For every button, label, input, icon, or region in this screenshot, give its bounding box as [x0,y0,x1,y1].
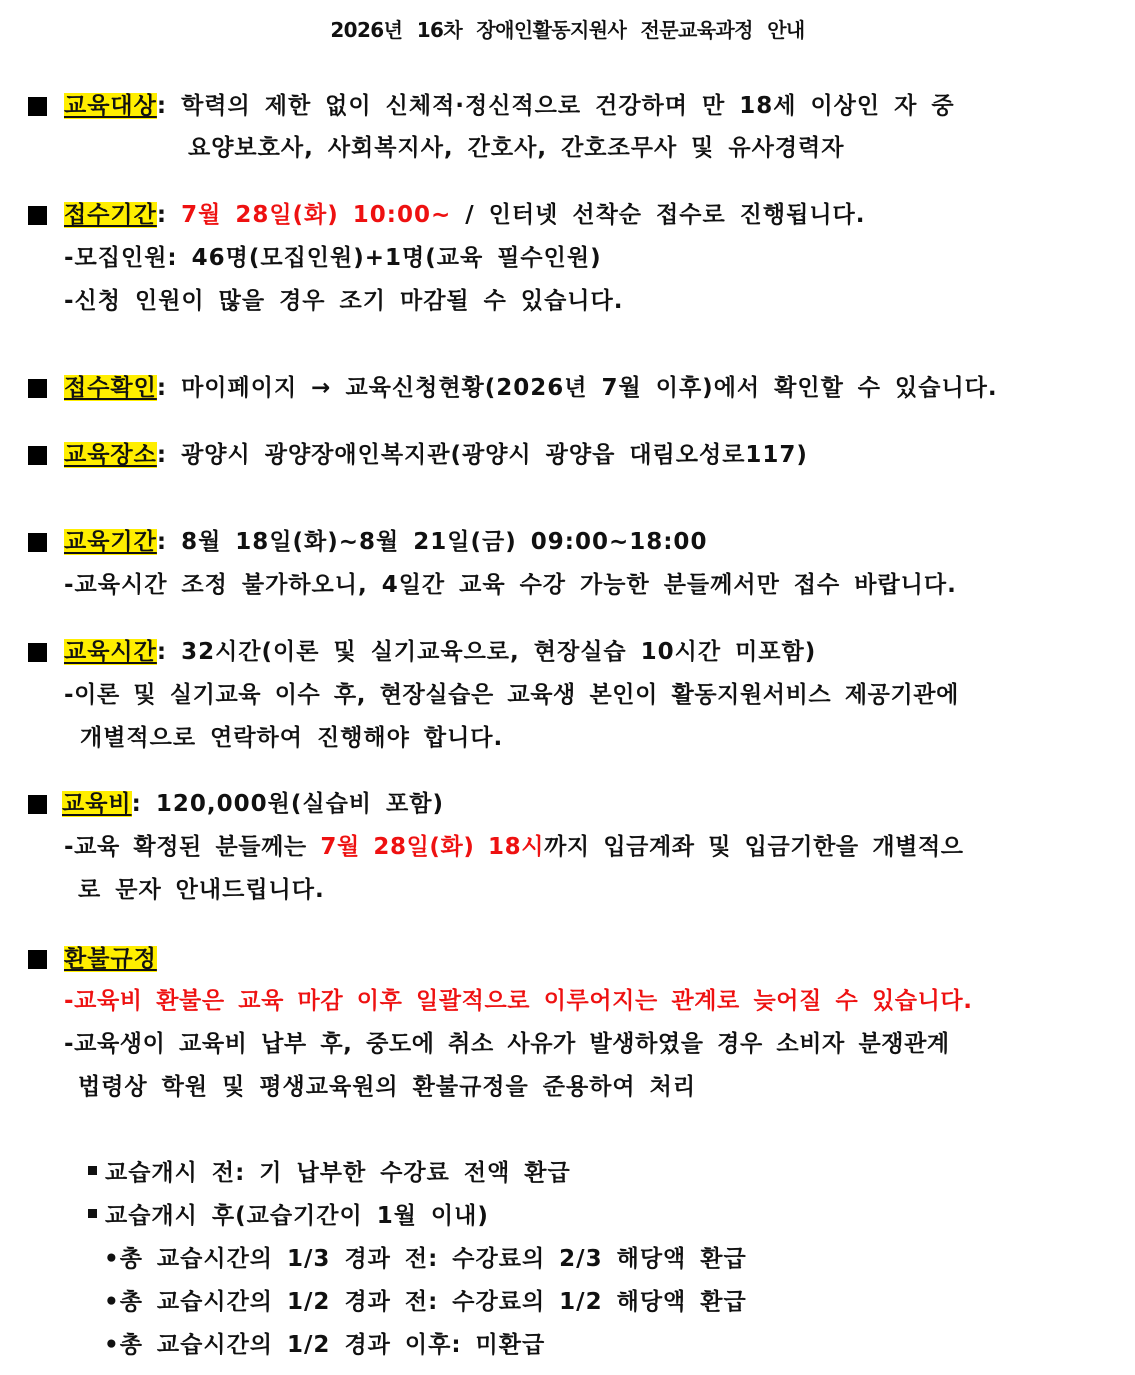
fee-text: : 120,000원(실습비 포함) [131,791,444,817]
section-bullet-icon [28,533,47,552]
hours-label: 교육시간 [64,639,157,665]
refund-dot-1: •총 교습시간의 1/3 경과 전: 수강료의 2/3 해당액 환급 [104,1246,747,1272]
period-sub-1: -교육시간 조정 불가하오니, 4일간 교육 수강 가능한 분들께서만 접수 바랍니다. [64,572,957,598]
target-line-2: 요양보호사, 사회복지사, 간호사, 간호조무사 및 유사경력자 [188,135,845,161]
target-line [64,89,955,123]
place-label: 교육장소 [64,442,157,468]
confirm-label: 접수확인 [64,375,157,401]
refund-item-1 [88,1156,571,1190]
refund-item-1-text: 교습개시 전: 기 납부한 수강료 전액 환급 [105,1160,571,1186]
reception-rest: / 인터넷 선착순 접수로 진행됩니다. [451,202,866,228]
section-bullet-icon [28,446,47,465]
section-bullet-icon [28,206,47,225]
hours-line [64,635,816,669]
period-text: : 8월 18일(화)~8월 21일(금) 09:00~18:00 [156,529,708,555]
fee-sub-1-a: -교육 확정된 분들께는 [64,834,321,860]
fee-sub-1 [64,830,964,864]
small-square-icon [88,1166,97,1175]
refund-dot-3: •총 교습시간의 1/2 경과 이후: 미환급 [104,1332,546,1358]
refund-item-2-text: 교습개시 후(교습기간이 1월 이내) [105,1203,489,1229]
reception-sub-2: -신청 인원이 많을 경우 조기 마감될 수 있습니다. [64,288,624,314]
fee-deadline: 7월 28일(화) 18시 [320,834,545,860]
section-bullet-icon [28,950,47,969]
refund-red-line: -교육비 환불은 교육 마감 이후 일괄적으로 이루어지는 관계로 늦어질 수 있습니다. [64,988,973,1014]
fee-sub-2: 로 문자 안내드립니다. [78,877,325,903]
page-title: 2026년 16차 장애인활동지원사 전문교육과정 안내 [330,18,805,42]
refund-sub-1: -교육생이 교육비 납부 후, 중도에 취소 사유가 발생하였을 경우 소비자 분쟁관계 [64,1031,950,1057]
refund-line [64,942,157,976]
period-line [64,525,707,559]
confirm-line [64,371,998,405]
section-bullet-icon [28,379,47,398]
target-label: 교육대상 [64,93,157,119]
hours-sub-1: -이론 및 실기교육 이수 후, 현장실습은 교육생 본인이 활동지원서비스 제공기관에 [64,682,959,708]
reception-line [64,198,866,232]
fee-label: 교육비 [62,791,132,817]
confirm-text: : 마이페이지 → 교육신청현황(2026년 7월 이후)에서 확인할 수 있습니다. [156,375,998,401]
target-text: : 학력의 제한 없이 신체적·정신적으로 건강하며 만 18세 이상인 자 중 [156,93,955,119]
refund-item-2 [88,1199,489,1233]
hours-text: : 32시간(이론 및 실기교육으로, 현장실습 10시간 미포함) [156,639,817,665]
period-label: 교육기간 [64,529,157,555]
refund-label: 환불규정 [64,946,157,972]
fee-line [62,787,444,821]
reception-colon: : [156,202,182,228]
reception-date: 7월 28일(화) 10:00~ [181,202,452,228]
section-bullet-icon [28,795,47,814]
place-line [64,438,808,472]
place-text: : 광양시 광양장애인복지관(광양시 광양읍 대림오성로117) [156,442,808,468]
reception-sub-1: -모집인원: 46명(모집인원)+1명(교육 필수인원) [64,245,602,271]
hours-sub-2: 개별적으로 연락하여 진행해야 합니다. [80,725,504,751]
small-square-icon [88,1209,97,1218]
section-bullet-icon [28,97,47,116]
fee-sub-1-b: 까지 입금계좌 및 입금기한을 개별적으 [544,834,964,860]
refund-dot-2: •총 교습시간의 1/2 경과 전: 수강료의 1/2 해당액 환급 [104,1289,747,1315]
reception-label: 접수기간 [64,202,157,228]
section-bullet-icon [28,643,47,662]
refund-sub-2: 법령상 학원 및 평생교육원의 환불규정을 준용하여 처리 [78,1074,697,1100]
